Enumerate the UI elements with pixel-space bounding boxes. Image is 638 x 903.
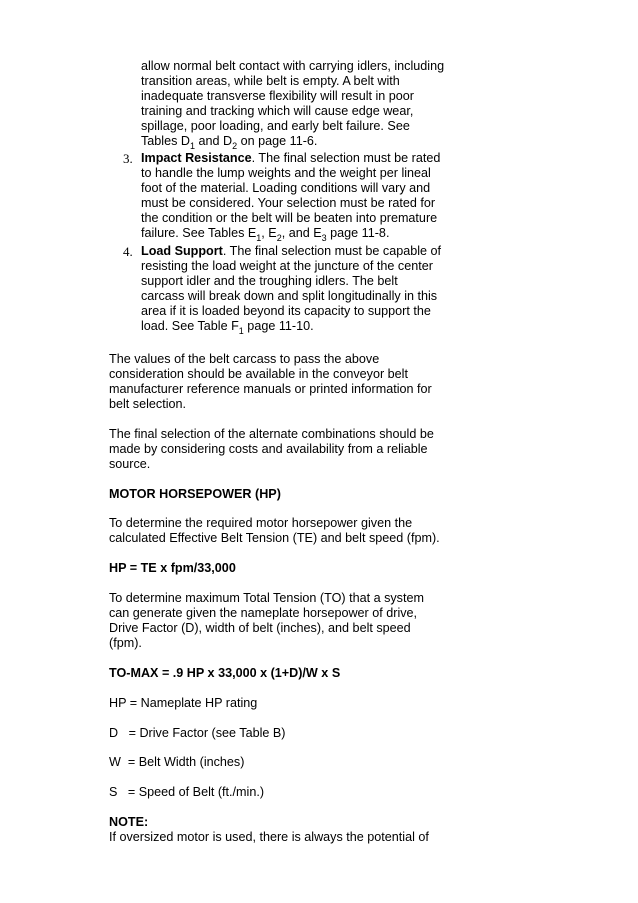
definition-s: S = Speed of Belt (ft./min.) <box>109 785 265 799</box>
definition-hp: HP = Nameplate HP rating <box>109 696 258 710</box>
paragraph-belt-carcass: The values of the belt carcass to pass the above consideration should be available in the conveyor belt manufacturer reference manuals or printed information for belt selection. <box>109 352 432 412</box>
formula-hp: HP = TE x fpm/33,000 <box>109 561 236 575</box>
definition-d: D = Drive Factor (see Table B) <box>109 726 286 740</box>
note-heading: NOTE: <box>109 815 149 829</box>
formula-to-max: TO-MAX = .9 HP x 33,000 x (1+D)/W x S <box>109 666 341 680</box>
paragraph-final-selection: The final selection of the alternate combinations should be made by considering costs and availability from a reliable source. <box>109 427 434 472</box>
list-body: Impact Resistance. The final selection must be rated to handle the lump weights and the weight per lineal foot of the material. Loading conditions will vary and must be considered. Your selection must be rated for the condition or the belt will be beaten into premature failure. See Tables $E_1$, $E_2$, and $E_3$ page 11-8. <box>141 151 441 244</box>
list-number: 4. <box>123 244 133 259</box>
intro-line: allow normal belt contact with carrying idlers, including <box>141 59 445 73</box>
intro-line: training and tracking which will cause edge wear, <box>141 104 414 119</box>
section-heading: MOTOR HORSEPOWER (HP) <box>109 487 281 501</box>
intro-line: inadequate transverse flexibility will result in poor <box>141 89 414 104</box>
note-text: If oversized motor is used, there is always the potential of <box>109 830 429 844</box>
list-item-title: Impact Resistance <box>141 151 252 165</box>
list-body: Load Support. The final selection must be capable of resisting the load weight at the juncture of the center support idler and the troughing idlers. The belt carcass will break down and split longitudinally in this area if it is loaded beyond its capacity to support the load. See Table $F_1$ page 11-10. <box>141 244 442 337</box>
definition-w: W = Belt Width (inches) <box>109 755 245 769</box>
list-number: 3. <box>123 151 133 166</box>
intro-line: spillage, poor loading, and early belt failure. See <box>141 119 410 134</box>
intro-line: transition areas, while belt is empty. A belt with <box>141 74 400 89</box>
list-item-title: Load Support <box>141 244 223 258</box>
paragraph-required-hp: To determine the required motor horsepower given the calculated Effective Belt Tension (TE) and belt speed (fpm). <box>109 516 440 546</box>
intro-last-line: Tables $D_1$ and $D_2$ on page 11-6. <box>141 134 318 152</box>
intro-paragraph <box>141 59 481 150</box>
paragraph-max-tension: To determine maximum Total Tension (TO) that a system can generate given the nameplate horsepower of drive, Drive Factor (D), width of belt (inches), and belt speed (fpm). <box>109 591 424 651</box>
